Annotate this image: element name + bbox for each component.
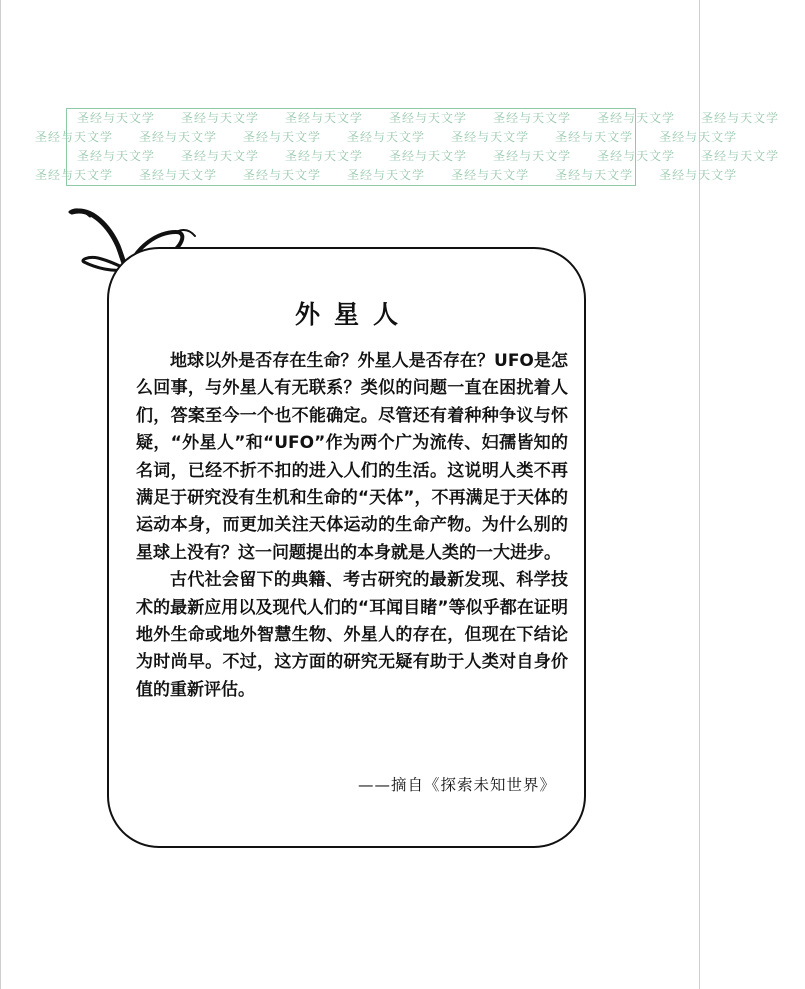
pattern-phrase: 圣经与天文学: [35, 130, 114, 144]
page-left-edge: [0, 0, 1, 989]
pattern-phrase: 圣经与天文学: [701, 111, 780, 125]
pattern-phrase: 圣经与天文学: [285, 149, 364, 163]
pattern-phrase: 圣经与天文学: [181, 111, 260, 125]
pattern-phrase: 圣经与天文学: [493, 111, 572, 125]
pattern-phrase: 圣经与天文学: [555, 130, 634, 144]
article-body: [136, 348, 568, 704]
pattern-phrase: 圣经与天文学: [659, 168, 738, 182]
pattern-phrase: 圣经与天文学: [243, 168, 322, 182]
pattern-phrase: 圣经与天文学: [181, 149, 260, 163]
header-pattern-band: [35, 108, 780, 186]
article-source: ——摘自《探索未知世界》: [357, 776, 556, 794]
article-panel: [107, 247, 586, 848]
pattern-phrase: 圣经与天文学: [451, 168, 530, 182]
pattern-phrase: 圣经与天文学: [389, 111, 468, 125]
pattern-phrase: 圣经与天文学: [347, 168, 426, 182]
pattern-phrase: 圣经与天文学: [389, 149, 468, 163]
pattern-phrase: 圣经与天文学: [597, 149, 676, 163]
pattern-phrase: 圣经与天文学: [597, 111, 676, 125]
paragraph: 古代社会留下的典籍、考古研究的最新发现、科学技术的最新应用以及现代人们的“耳闻目睹”等似乎都在证明地外生命或地外智慧生物、外星人的存在，但现在下结论为时尚早。不过，这方面的研究无疑有助于人类对自身价值的重新评估。: [136, 570, 568, 700]
article-title: 外星人: [294, 300, 412, 329]
pattern-phrase: 圣经与天文学: [139, 130, 218, 144]
pattern-phrase: 圣经与天文学: [659, 130, 738, 144]
pattern-phrase: 圣经与天文学: [285, 111, 364, 125]
pattern-phrase: 圣经与天文学: [139, 168, 218, 182]
page-right-edge: [699, 0, 700, 989]
pattern-phrase: 圣经与天文学: [555, 168, 634, 182]
pattern-row: [35, 166, 738, 185]
pattern-row: [77, 147, 780, 166]
pattern-phrase: 圣经与天文学: [77, 149, 156, 163]
pattern-phrase: 圣经与天文学: [347, 130, 426, 144]
pattern-phrase: 圣经与天文学: [35, 168, 114, 182]
paragraph: 地球以外是否存在生命？外星人是否存在？UFO是怎么回事，与外星人有无联系？类似的问题一直在困扰着人们，答案至今一个也不能确定。尽管还有着种种争议与怀疑，“外星人”和“UFO”作为两个广为流传、妇孺皆知的名词，已经不折不扣的进入人们的生活。这说明人类不再满足于研究没有生机和生命的“天体”，不再满足于天体的运动本身，而更加关注天体运动的生命产物。为什么别的星球上没有？这一问题提出的本身就是人类的一大进步。: [136, 351, 568, 563]
pattern-phrase: 圣经与天文学: [701, 149, 780, 163]
pattern-phrase: 圣经与天文学: [77, 111, 156, 125]
pattern-row: [35, 128, 738, 147]
pattern-row: [77, 109, 780, 128]
pattern-phrase: 圣经与天文学: [451, 130, 530, 144]
pattern-phrase: 圣经与天文学: [243, 130, 322, 144]
pattern-phrase: 圣经与天文学: [493, 149, 572, 163]
